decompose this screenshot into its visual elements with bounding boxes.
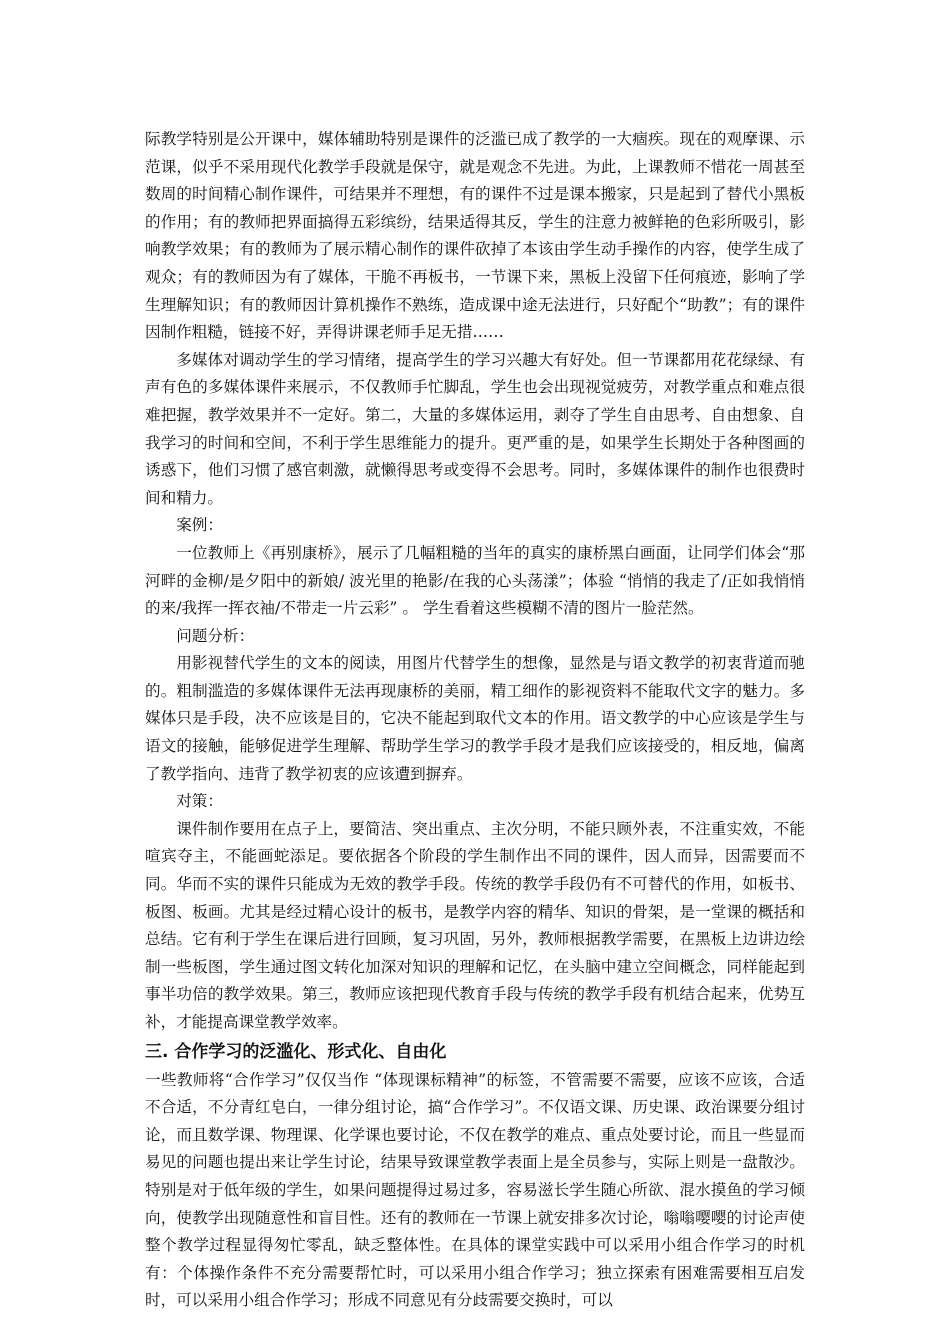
paragraph-countermeasures: 课件制作要用在点子上，要简洁、突出重点、主次分明，不能只顾外表，不注重实效，不能喧宾夺主，不能画蛇添足。要依据各个阶段的学生制作出不同的课件，因人而异，因需要而不同。华而不实的课件只能成为无效的教学手段。传统的教学手段仍有不可替代的作用，如板书、板图、板画。尤其是经过精心设计的板书，是教学内容的精华、知识的骨架，是一堂课的概括和总结。它有利于学生在课后进行回顾，复习巩固，另外，教师根据教学需要，在黑板上边讲边绘制一些板图，学生通过图文转化加深对知识的理解和记忆，在头脑中建立空间概念，同样能起到事半功倍的教学效果。第三，教师应该把现代教育手段与传统的教学手段有机结合起来，优势互补，才能提高课堂教学效率。 (145, 819, 805, 1031)
label-case: 案例： (176, 516, 223, 535)
label-problem-analysis: 问题分析： (176, 626, 255, 645)
paragraph-media-abuse: 际教学特别是公开课中，媒体辅助特别是课件的泛滥已成了教学的一大痼疾。现在的观摩课、示范课，似乎不采用现代化教学手段就是保守，就是观念不先进。为此，上课教师不惜花一周甚至数周的时间精心制作课件，可结果并不理想，有的课件不过是课本搬家，只是起到了替代小黑板的作用；有的教师把界面搞得五彩缤纷，结果适得其反，学生的注意力被鲜艳的色彩所吸引，影响教学效果；有的教师为了展示精心制作的课件砍掉了本该由学生动手操作的内容，使学生成了观众；有的教师因为有了媒体，干脆不再板书，一节课下来，黑板上没留下任何痕迹，影响了学生理解知识；有的教师因计算机操作不熟练，造成课中途无法进行，只好配个“助教”；有的课件因制作粗糙，链接不好，弄得讲课老师手足无措…… (145, 130, 805, 342)
paragraph-case-example: 一位教师上《再别康桥》，展示了几幅粗糙的当年的真实的康桥黑白画面，让同学们体会“那河畔的金柳/是夕阳中的新娘/ 波光里的艳影/在我的心头荡漾”；体验 “悄悄的我走了/正如我悄悄的来/我挥一挥衣袖/不带走一片云彩” 。 学生看着这些模糊不清的图片一脸茫然。 (145, 543, 805, 618)
section-heading: 三. 合作学习的泛滥化、形式化、自由化 (145, 1041, 447, 1062)
paragraph-multimedia-effects: 多媒体对调动学生的学习情绪，提高学生的学习兴趣大有好处。但一节课都用花花绿绿、有声有色的多媒体课件来展示，不仅教师手忙脚乱，学生也会出现视觉疲劳，对教学重点和难点很难把握，教学效果并不一定好。第二，大量的多媒体运用，剥夺了学生自由思考、自由想象、自我学习的时间和空间，不利于学生思维能力的提升。更严重的是，如果学生长期处于各种图画的诱惑下，他们习惯了感官刺激，就懒得思考或变得不会思考。同时，多媒体课件的制作也很费时间和精力。 (145, 350, 805, 507)
label-countermeasures: 对策： (176, 792, 223, 811)
paragraph-cooperative-learning: 一些教师将“合作学习”仅仅当作 “体现课标精神”的标签，不管需要不需要，应该不应该，合适不合适，不分青红皂白，一律分组讨论，搞“合作学习”。不仅语文课、历史课、政治课要分组讨论，而且数学课、物理课、化学课也要讨论，不仅在教学的难点、重点处要讨论，而且一些显而易见的问题也提出来让学生讨论，结果导致课堂教学表面上是全员参与，实际上则是一盘散沙。特别是对于低年级的学生，如果问题提得过易过多，容易滋长学生随心所欲、混水摸鱼的学习倾向，使教学出现随意性和盲目性。还有的教师在一节课上就安排多次讨论，嗡嗡嘤嘤的讨论声使整个教学过程显得匆忙零乱，缺乏整体性。在具体的课堂实践中可以采用小组合作学习的时机有：个体操作条件不充分需要帮忙时，可以采用小组合作学习；独立探索有困难需要相互启发时，可以采用小组合作学习；形成不同意见有分歧需要交换时，可以 (145, 1070, 805, 1310)
paragraph-problem-analysis: 用影视替代学生的文本的阅读，用图片代替学生的想像，显然是与语文教学的初衷背道而驰的。粗制滥造的多媒体课件无法再现康桥的美丽，精工细作的影视资料不能取代文字的魅力。多媒体只是手段，决不应该是目的，它决不能起到取代文本的作用。语文教学的中心应该是学生与语文的接触，能够促进学生理解、帮助学生学习的教学手段才是我们应该接受的，相反地，偏离了教学指向、违背了教学初衷的应该遭到摒弃。 (145, 654, 805, 783)
